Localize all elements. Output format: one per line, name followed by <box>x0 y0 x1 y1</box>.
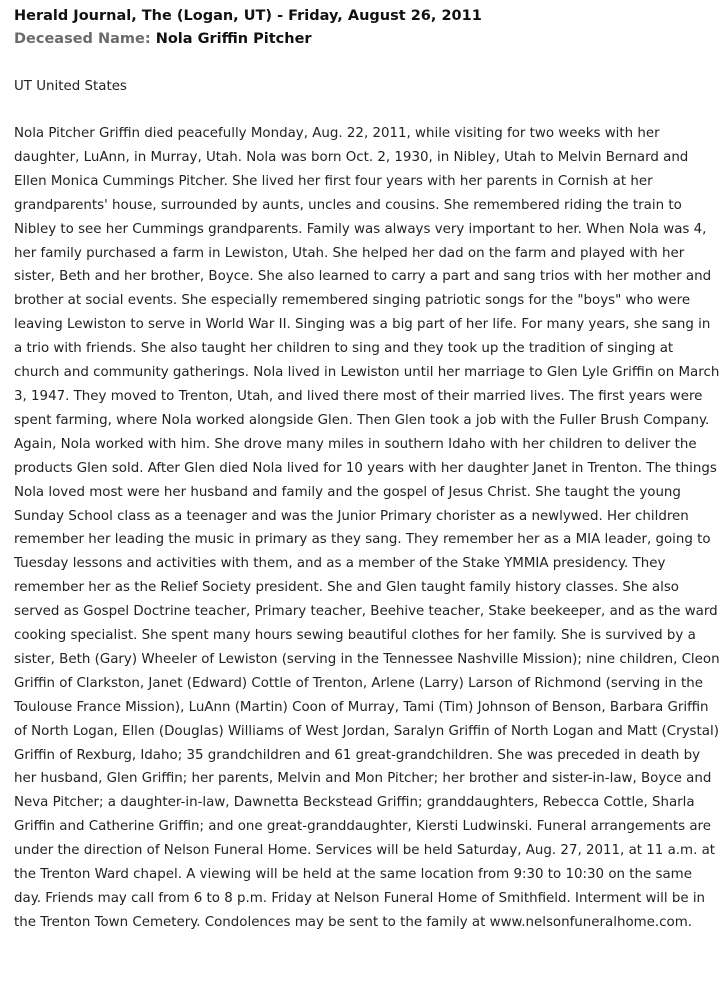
deceased-name: Nola Griffin Pitcher <box>155 31 312 47</box>
publication-date: Friday, August 26, 2011 <box>288 8 482 24</box>
deceased-name-label: Deceased Name: <box>14 31 156 47</box>
header-separator: - <box>272 8 289 24</box>
obituary-text: Nola Pitcher Griffin died peacefully Monday, Aug. 22, 2011, while visiting for two weeks with her daughter, LuAnn, in Murray, Utah. Nola was born Oct. 2, 1930, in Nibley, Utah to Melvin Bernard and Ellen Monica Cummings Pitcher. She lived her first four years with her parents in Cornish at her grandparents' house, surrounded by aunts, uncles and cousins. She remembered riding the train to Nibley to see her Cummings grandparents. Family was always very important to her. When Nola was 4, her family purchased a farm in Lewiston, Utah. She helped her dad on the farm and played with her sister, Beth and her brother, Boyce. She also learned to carry a part and sang trios with her mother and brother at social events. She especially remembered singing patriotic songs for the "boys" who were leaving Lewiston to serve in World War II. Singing was a big part of her life. For many years, she sang in a trio with friends. She also taught her children to sing and they took up the tradition of singing at church and community gatherings. Nola lived in Lewiston until her marriage to Glen Lyle Griffin on March 3, 1947. They moved to Trenton, Utah, and lived there most of their married lives. The first years were spent farming, where Nola worked alongside Glen. Then Glen took a job with the Fuller Brush Company. Again, Nola worked with him. She drove many miles in southern Idaho with her children to deliver the products Glen sold. After Glen died Nola lived for 10 years with her daughter Janet in Trenton. The things Nola loved most were her husband and family and the gospel of Jesus Christ. She taught the young Sunday School class as a teenager and was the Junior Primary chorister as a newlywed. Her children remember her leading the music in primary as they sang. They remember her as a MIA leader, going to Tuesday lessons and activities with them, and as a member of the Stake YMMIA presidency. They remember her as the Relief Society president. She and Glen taught family history classes. She also served as Gospel Doctrine teacher, Primary teacher, Beehive teacher, Stake beekeeper, and as the ward cooking specialist. She spent many hours sewing beautiful clothes for her family. She is survived by a sister, Beth (Gary) Wheeler of Lewiston (serving in the Tennessee Nashville Mission); nine children, Cleon Griffin of Clarkston, Janet (Edward) Cottle of Trenton, Arlene (Larry) Larson of Richmond (serving in the Toulouse France Mission), LuAnn (Martin) Coon of Murray, Tami (Tim) Johnson of Benson, Barbara Griffin of North Logan, Ellen (Douglas) Williams of West Jordan, Saralyn Griffin of North Logan and Matt (Crystal) Griffin of Rexburg, Idaho; 35 grandchildren and 61 great-grandchildren. She was preceded in death by her husband, Glen Griffin; her parents, Melvin and Mon Pitcher; her brother and sister-in-law, Boyce and Neva Pitcher; a daughter-in-law, Dawnetta Beckstead Griffin; granddaughters, Rebecca Cottle, Sharla Griffin and Catherine Griffin; and one great-granddaughter, Kiersti Ludwinski. Funeral arrangements are under the direction of Nelson Funeral Home. Services will be held Saturday, Aug. 27, 2011, at 11 a.m. at the Trenton Ward chapel. A viewing will be held at the same location from 9:30 to 10:30 on the same day. Friends may call from 6 to 8 p.m. Friday at Nelson Funeral Home of Smithfield. Interment will be in the Trenton Town Cemetery. Condolences may be sent to the family at www.nelsonfuneralhome.com. <box>14 126 720 930</box>
publication-name: Herald Journal, The (Logan, UT) <box>14 8 273 24</box>
location: UT United States <box>14 79 127 94</box>
deceased-name-line <box>14 29 720 49</box>
publication-header <box>14 6 720 26</box>
